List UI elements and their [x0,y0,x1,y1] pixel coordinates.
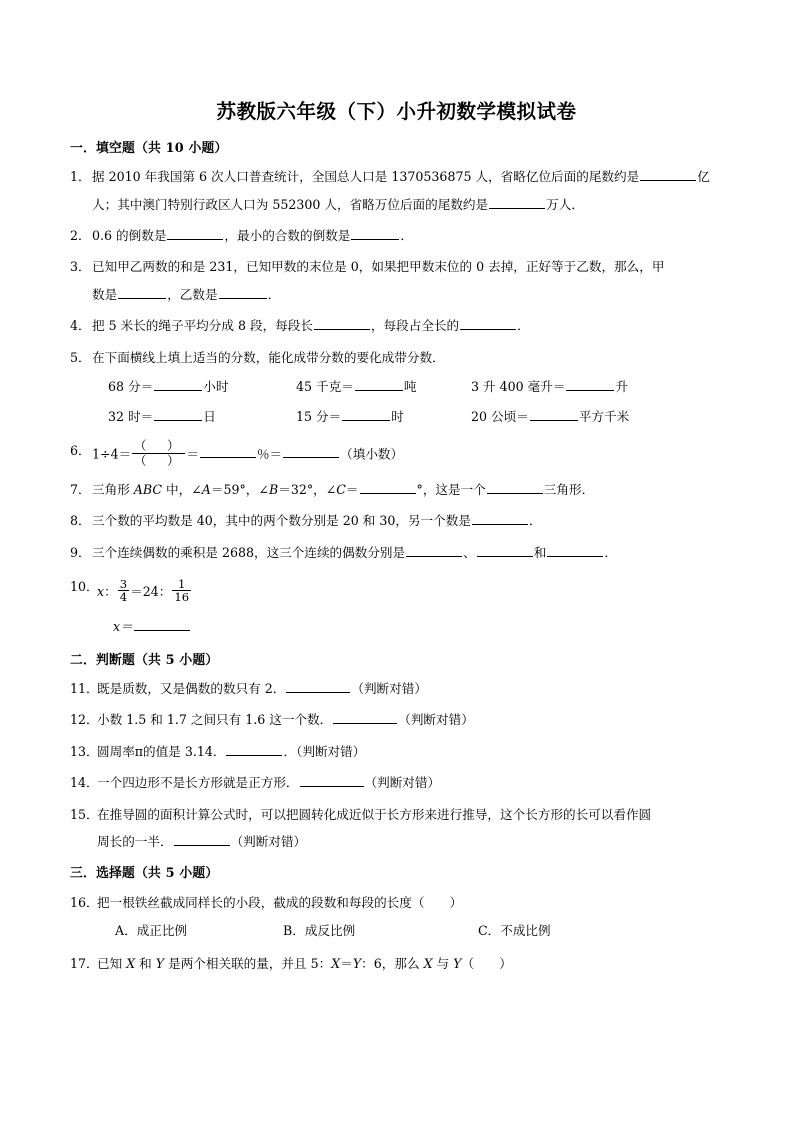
question-17-text-a: 已知 [97,956,127,972]
question-13-number: 13． [70,743,99,759]
question-17-text-f: 与 [432,956,454,972]
question-9-blank-3[interactable] [547,544,603,557]
question-7-text-f: °，这是一个 [416,481,486,497]
question-10-answer-label: x＝ [113,618,133,634]
question-10-fraction-1 [118,578,129,603]
question-17-variable-x-3: X [423,956,433,972]
question-2-number: 2． [70,227,91,243]
question-11-text-b: （判断对错） [351,681,427,697]
question-7-angle-a-label: A [201,481,211,497]
question-4-blank-2[interactable] [460,317,516,330]
question-2-text-c: ． [400,227,413,243]
question-15-line-1: 在推导圆的面积计算公式时，可以把圆转化成近似于长方形来进行推导，这个长方形的长可以看作圆 [97,806,652,822]
question-10-variable-x: x [97,583,105,599]
question-14-text-a: 一个四边形不是长方形就是正方形． [97,775,299,791]
section-heading-fill-in-blank: 一．填空题（共 10 小题） [70,141,228,156]
unit-cell-2-3 [471,408,629,427]
question-7-blank-2[interactable] [487,481,543,494]
question-17-variable-x-1: X [126,956,136,972]
unit-cell-1-1-blank[interactable] [154,378,202,391]
question-9-blank-2[interactable] [477,544,533,557]
question-11-text-a: 既是质数，又是偶数的数只有 2． [97,681,286,697]
question-15-number: 15． [70,806,99,822]
question-17-text-e: ：6，那么 [361,956,424,972]
question-7-text-d: ＝32°，∠ [278,481,337,497]
question-12-number: 12． [70,712,99,728]
question-3-blank-1[interactable] [118,286,166,299]
question-10-text-a: ： [104,583,117,599]
question-17-variable-y-1: Y [155,956,165,972]
question-9-number: 9． [70,544,91,560]
unit-cell-1-2-left: 45 千克＝ [296,378,354,394]
unit-cell-2-1 [108,408,296,427]
question-9 [70,543,730,563]
question-2-blank-2[interactable] [351,227,399,240]
question-16-number: 16． [70,894,99,910]
section-heading-true-false: 二．判断题（共 5 小题） [70,652,219,668]
question-2-text-b: ，最小的合数的倒数是 [224,227,351,243]
question-7-angle-b-label: B [268,481,279,497]
exam-content [70,139,730,986]
question-14 [70,773,730,793]
question-10 [70,577,730,637]
question-5-number: 5． [70,349,91,365]
question-4-text-b: ，每段占全长的 [370,318,460,334]
question-3-text-a: 数是 [92,286,118,302]
unit-cell-2-2 [296,408,471,427]
question-4-blank-1[interactable] [314,317,370,330]
question-1-text-d: 万人． [546,196,584,212]
question-14-number: 14． [70,775,99,791]
question-17-text-b: 和 [135,956,156,972]
page-title: 苏教版六年级（下）小升初数学模拟试卷 [216,100,577,123]
question-7-text-g: 三角形． [543,481,595,497]
question-15-blank[interactable] [174,833,230,846]
unit-conversion-grid [108,378,728,427]
question-3 [70,257,730,305]
unit-cell-1-3-blank[interactable] [566,378,614,391]
question-2-text-a: 0.6 的倒数是 [92,227,167,243]
question-17 [70,954,730,974]
unit-conversion-row-1 [108,378,728,397]
question-16-options [115,921,730,941]
question-1-blank-1[interactable] [640,168,696,181]
question-1-text-b: 亿 [697,169,710,185]
question-8 [70,511,730,531]
question-12-text-a: 小数 1.5 和 1.7 之间只有 1.6 这一个数． [97,712,333,728]
question-16-option-c[interactable]: C．不成比例 [478,923,551,938]
question-5-prompt: 在下面横线上填上适当的分数，能化成带分数的要化成带分数． [92,349,445,365]
unit-cell-1-1-right: 小时 [203,378,229,394]
question-10-fraction-2-numerator: 1 [172,578,191,591]
question-9-text-b: 、 [463,544,476,560]
unit-cell-1-3-right: 升 [615,378,629,394]
question-11 [70,679,730,699]
question-17-text-c: 是两个相关联的量，并且 5： [164,956,332,972]
unit-cell-2-3-left: 20 公顷＝ [471,408,529,424]
unit-cell-2-1-blank[interactable] [154,408,202,421]
section-heading-multiple-choice: 三．选择题（共 5 小题） [70,866,219,882]
question-7-number: 7． [70,481,91,497]
question-1 [70,167,730,215]
unit-cell-1-1-left: 68 分＝ [108,378,154,394]
unit-cell-2-2-left: 15 分＝ [296,408,342,424]
question-3-number: 3． [70,259,91,275]
question-9-blank-1[interactable] [406,544,462,557]
question-9-text-d: ． [604,544,617,560]
unit-cell-1-3-left: 3 升 400 毫升＝ [471,378,566,394]
question-16-option-b[interactable]: B．成反比例 [283,923,356,938]
unit-cell-1-2 [296,378,471,397]
question-15 [70,805,730,853]
question-4 [70,316,730,336]
question-17-number: 17． [70,956,99,972]
question-3-text-b: ，乙数是 [167,286,218,302]
question-6-text-c: ％＝ [256,446,283,462]
question-17-variable-y-3: Y [453,956,462,972]
question-5 [70,348,730,427]
question-6-text-a: 1÷4＝ [92,446,132,462]
question-7 [70,480,730,500]
question-13 [70,742,730,762]
question-3-text-c: ． [267,286,281,302]
question-7-blank-1[interactable] [360,481,416,494]
question-13-text-a: 圆周率π的值是 3.14． [97,743,226,759]
question-14-blank[interactable] [300,774,364,787]
question-10-fraction-1-numerator: 3 [119,577,128,591]
question-4-text-a: 把 5 米长的绳子平均分成 8 段，每段长 [92,318,313,334]
question-3-blank-2[interactable] [219,286,267,299]
question-10-blank-1[interactable] [134,618,190,631]
question-4-text-c: ． [517,318,530,334]
question-12-text-b: （判断对错） [398,712,474,728]
question-15-text-a: 周长的一半． [97,834,173,850]
question-10-number: 10． [70,578,99,594]
question-6-fraction [132,439,185,467]
question-6-fraction-denominator: （ ） [134,452,184,468]
question-7-text-b: 中，∠ [162,481,202,497]
question-11-number: 11． [70,681,99,697]
question-1-blank-2[interactable] [489,196,545,209]
question-16 [70,893,730,942]
question-8-number: 8． [70,513,91,529]
question-10-fraction-1-denominator: 4 [119,590,128,605]
question-12-blank[interactable] [333,712,397,725]
question-4-number: 4． [70,318,91,334]
question-7-text-e: ＝ [345,481,359,497]
question-10-fraction-2 [172,578,191,603]
unit-cell-1-2-blank[interactable] [355,378,403,391]
question-17-text-g: （ ） [461,956,512,972]
question-1-number: 1． [70,169,91,185]
question-8-blank-1[interactable] [472,512,528,525]
unit-cell-2-2-blank[interactable] [342,408,390,421]
question-16-stem: 把一根铁丝截成同样长的小段，截成的段数和每段的长度（ ） [97,894,463,910]
question-6-text-d: （填小数） [340,446,404,462]
question-17-variable-y-2: Y [352,956,362,972]
unit-conversion-row-2 [108,408,728,427]
question-8-text-b: ． [528,513,542,529]
question-15-text-b: （判断对错） [230,834,307,850]
unit-cell-2-1-right: 日 [203,408,216,424]
question-7-text-a: 三角形 [92,481,134,497]
question-9-text-a: 三个连续偶数的乘积是 2688，这三个连续的偶数分别是 [92,544,406,560]
unit-cell-1-1 [108,378,296,397]
question-8-text-a: 三个数的平均数是 40，其中的两个数分别是 20 和 30，另一个数是 [92,513,471,529]
question-6-blank-1[interactable] [200,445,256,458]
unit-cell-1-3 [471,378,628,397]
question-17-variable-x-2: X [331,956,341,972]
question-6-fraction-numerator: （ ） [134,437,184,453]
question-6-blank-2[interactable] [283,445,339,458]
question-7-angle-c-label: C [336,481,346,497]
question-12 [70,710,730,730]
unit-cell-1-2-right: 吨 [403,378,417,394]
question-14-text-b: （判断对错） [364,775,441,791]
question-16-option-a[interactable]: A．成正比例 [115,923,188,938]
question-13-blank[interactable] [226,743,282,756]
question-2-blank-1[interactable] [167,227,223,240]
unit-cell-2-1-left: 32 时＝ [108,408,154,424]
question-9-text-c: 和 [533,544,547,560]
unit-cell-2-3-blank[interactable] [530,408,578,421]
question-6-text-b: ＝ [186,446,199,462]
question-10-answer-line [113,617,730,637]
unit-cell-2-2-right: 时 [391,408,404,424]
question-1-text-c: 人；其中澳门特别行政区人口为 552300 人，省略万位后面的尾数约是 [92,196,489,212]
question-3-line-1: 已知甲乙两数的和是 231，已知甲数的末位是 0，如果把甲数末位的 0 去掉，正好等于乙数，那么，甲 [92,259,665,275]
question-7-triangle-label: ABC [133,481,163,497]
question-10-fraction-2-denominator: 16 [174,590,190,605]
question-13-text-b: ．（判断对错） [283,743,366,759]
question-10-text-b: ＝24： [130,583,172,599]
question-6 [70,437,730,469]
question-7-text-c: ＝59°，∠ [210,481,269,497]
question-1-text-a: 据 2010 年我国第 6 次人口普查统计，全国总人口是 1370536875 人，省略亿位后面的尾数约是 [92,169,640,185]
unit-cell-2-3-right: 平方千米 [578,408,630,424]
question-11-blank[interactable] [286,680,350,693]
question-17-text-d: ＝ [340,956,353,972]
question-6-number: 6． [70,442,91,458]
question-2 [70,226,730,246]
